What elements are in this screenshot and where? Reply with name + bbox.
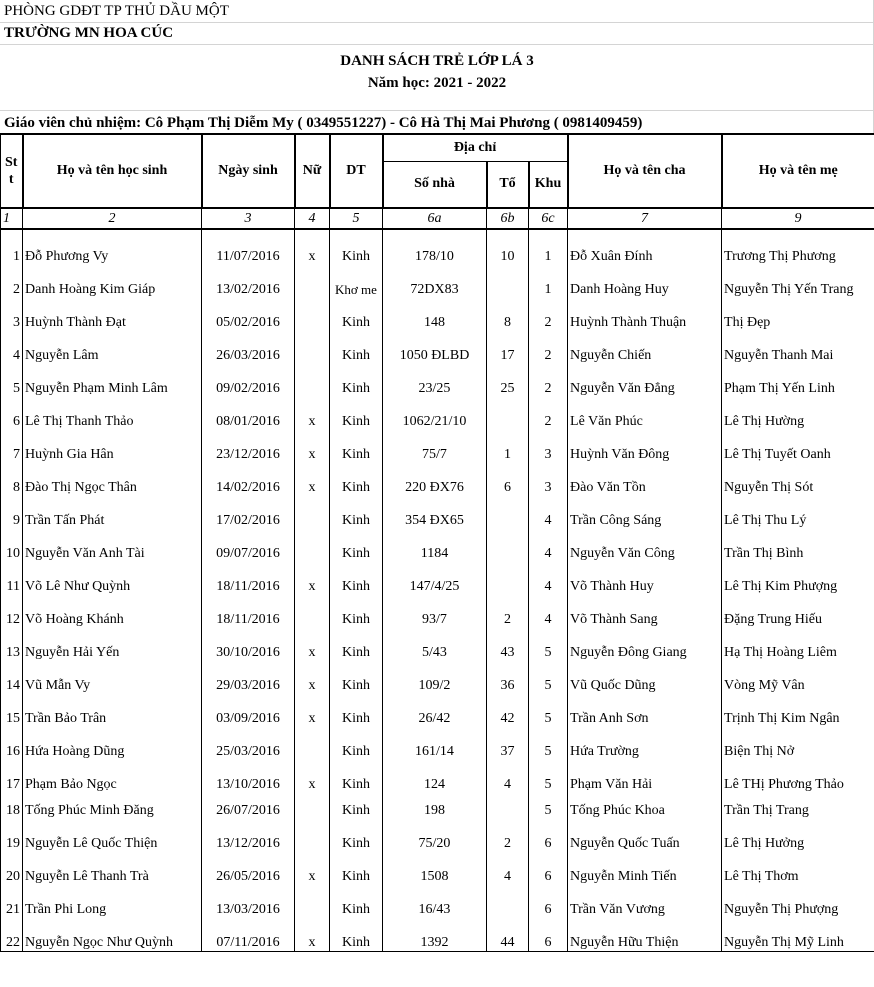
- col-zone-header: Khu: [529, 161, 568, 208]
- cell-zone: 1: [529, 229, 568, 265]
- cell-group: 10: [487, 229, 529, 265]
- cell-zone: 4: [529, 562, 568, 595]
- cell-student-name: Nguyễn Lê Quốc Thiện: [23, 819, 202, 852]
- cell-dob: 29/03/2016: [202, 661, 295, 694]
- cell-stt: 5: [1, 364, 23, 397]
- cell-ethnic: Kinh: [330, 628, 383, 661]
- cell-father-name: Nguyễn Chiến: [568, 331, 722, 364]
- cell-mother-name: Nguyễn Thị Mỹ Linh: [722, 918, 874, 951]
- table-row: [1, 265, 874, 298]
- cell-stt: 16: [1, 727, 23, 760]
- cell-ethnic: Kinh: [330, 397, 383, 430]
- table-row: [1, 852, 874, 885]
- cell-group: 37: [487, 727, 529, 760]
- cell-female: [295, 265, 330, 298]
- cell-ethnic: Kinh: [330, 595, 383, 628]
- table-row: [1, 885, 874, 918]
- table-row: [1, 819, 874, 852]
- cell-house-number: 109/2: [383, 661, 487, 694]
- table-row: [1, 918, 874, 951]
- cell-house-number: 178/10: [383, 229, 487, 265]
- cell-zone: 1: [529, 265, 568, 298]
- table-row: [1, 364, 874, 397]
- cell-student-name: Huỳnh Gia Hân: [23, 430, 202, 463]
- cell-stt: 4: [1, 331, 23, 364]
- cell-female: x: [295, 562, 330, 595]
- cell-father-name: Huỳnh Văn Đông: [568, 430, 722, 463]
- cell-female: [295, 298, 330, 331]
- cell-group: [487, 793, 529, 819]
- cell-female: x: [295, 661, 330, 694]
- cell-student-name: Võ Hoàng Khánh: [23, 595, 202, 628]
- cell-ethnic: Kinh: [330, 727, 383, 760]
- cell-stt: 21: [1, 885, 23, 918]
- cell-group: 1: [487, 430, 529, 463]
- cell-female: [295, 793, 330, 819]
- cell-house-number: 161/14: [383, 727, 487, 760]
- column-number: 2: [23, 208, 202, 229]
- cell-student-name: Lê Thị Thanh Thảo: [23, 397, 202, 430]
- cell-ethnic: Kinh: [330, 852, 383, 885]
- cell-dob: 08/01/2016: [202, 397, 295, 430]
- cell-ethnic: Kinh: [330, 496, 383, 529]
- cell-father-name: Hứa Trường: [568, 727, 722, 760]
- cell-student-name: Huỳnh Thành Đạt: [23, 298, 202, 331]
- col-address-header: Địa chỉ: [383, 134, 568, 161]
- cell-dob: 13/03/2016: [202, 885, 295, 918]
- cell-zone: 5: [529, 760, 568, 793]
- cell-mother-name: Thị Đẹp: [722, 298, 874, 331]
- cell-student-name: Nguyễn Văn Anh Tài: [23, 529, 202, 562]
- cell-student-name: Nguyễn Ngọc Như Quỳnh: [23, 918, 202, 951]
- cell-mother-name: Nguyễn Thị Sót: [722, 463, 874, 496]
- cell-ethnic: Kinh: [330, 661, 383, 694]
- cell-ethnic: Kinh: [330, 819, 383, 852]
- cell-dob: 18/11/2016: [202, 595, 295, 628]
- cell-group: 4: [487, 852, 529, 885]
- table-row: [1, 463, 874, 496]
- table-row: [1, 661, 874, 694]
- cell-female: [295, 364, 330, 397]
- cell-zone: 4: [529, 529, 568, 562]
- table-row: [1, 694, 874, 727]
- department-name: PHÒNG GDĐT TP THỦ DẦU MỘT: [4, 3, 229, 19]
- homeroom-teachers: Giáo viên chủ nhiệm: Cô Phạm Thị Diễm My ( 0349551227) - Cô Hà Thị Mai Phương ( 0981409459): [4, 115, 643, 131]
- cell-zone: 5: [529, 793, 568, 819]
- cell-student-name: Nguyễn Lê Thanh Trà: [23, 852, 202, 885]
- cell-stt: 10: [1, 529, 23, 562]
- column-number: 4: [295, 208, 330, 229]
- cell-mother-name: Nguyễn Thanh Mai: [722, 331, 874, 364]
- cell-mother-name: Hạ Thị Hoàng Liêm: [722, 628, 874, 661]
- cell-stt: 11: [1, 562, 23, 595]
- cell-stt: 3: [1, 298, 23, 331]
- cell-house-number: 75/20: [383, 819, 487, 852]
- table-row: [1, 628, 874, 661]
- table-row: [1, 793, 874, 819]
- cell-dob: 23/12/2016: [202, 430, 295, 463]
- cell-female: [295, 819, 330, 852]
- student-roster-table: [0, 133, 874, 952]
- cell-female: [295, 529, 330, 562]
- column-number: 6c: [529, 208, 568, 229]
- cell-mother-name: Phạm Thị Yến Linh: [722, 364, 874, 397]
- col-dob-header: Ngày sinh: [202, 134, 295, 208]
- cell-female: x: [295, 852, 330, 885]
- cell-student-name: Trần Tấn Phát: [23, 496, 202, 529]
- cell-stt: 9: [1, 496, 23, 529]
- cell-zone: 3: [529, 463, 568, 496]
- cell-ethnic: Kinh: [330, 760, 383, 793]
- cell-dob: 03/09/2016: [202, 694, 295, 727]
- cell-group: 2: [487, 595, 529, 628]
- cell-ethnic: Kinh: [330, 298, 383, 331]
- cell-stt: 19: [1, 819, 23, 852]
- cell-house-number: 1050 ĐLBD: [383, 331, 487, 364]
- cell-stt: 12: [1, 595, 23, 628]
- cell-dob: 09/02/2016: [202, 364, 295, 397]
- cell-father-name: Vũ Quốc Dũng: [568, 661, 722, 694]
- cell-dob: 05/02/2016: [202, 298, 295, 331]
- cell-house-number: 147/4/25: [383, 562, 487, 595]
- school-name: TRƯỜNG MN HOA CÚC: [4, 25, 174, 41]
- cell-zone: 6: [529, 852, 568, 885]
- cell-house-number: 23/25: [383, 364, 487, 397]
- roster-body: [1, 229, 874, 951]
- cell-mother-name: Lê Thị Hưởng: [722, 819, 874, 852]
- col-ethnic-header: DT: [330, 134, 383, 208]
- cell-mother-name: Trần Thị Trang: [722, 793, 874, 819]
- cell-dob: 13/02/2016: [202, 265, 295, 298]
- cell-ethnic: Kinh: [330, 529, 383, 562]
- cell-father-name: Danh Hoàng Huy: [568, 265, 722, 298]
- cell-father-name: Nguyễn Hữu Thiện: [568, 918, 722, 951]
- cell-female: [295, 727, 330, 760]
- cell-house-number: 1062/21/10: [383, 397, 487, 430]
- column-number: 3: [202, 208, 295, 229]
- cell-group: [487, 397, 529, 430]
- cell-father-name: Nguyễn Văn Công: [568, 529, 722, 562]
- cell-father-name: Đào Văn Tồn: [568, 463, 722, 496]
- cell-house-number: 75/7: [383, 430, 487, 463]
- cell-ethnic: Kinh: [330, 331, 383, 364]
- cell-group: 25: [487, 364, 529, 397]
- cell-house-number: 220 ĐX76: [383, 463, 487, 496]
- table-row: [1, 562, 874, 595]
- table-row: [1, 331, 874, 364]
- cell-group: 42: [487, 694, 529, 727]
- cell-stt: 2: [1, 265, 23, 298]
- cell-zone: 4: [529, 595, 568, 628]
- cell-group: 17: [487, 331, 529, 364]
- cell-ethnic: Kinh: [330, 694, 383, 727]
- cell-group: 43: [487, 628, 529, 661]
- table-row: [1, 595, 874, 628]
- cell-zone: 5: [529, 727, 568, 760]
- cell-female: x: [295, 463, 330, 496]
- cell-mother-name: Lê Thị Hường: [722, 397, 874, 430]
- table-row: [1, 298, 874, 331]
- cell-dob: 13/10/2016: [202, 760, 295, 793]
- cell-zone: 6: [529, 885, 568, 918]
- cell-female: x: [295, 918, 330, 951]
- cell-group: [487, 562, 529, 595]
- cell-female: x: [295, 694, 330, 727]
- cell-mother-name: Vòng Mỹ Vân: [722, 661, 874, 694]
- table-row: [1, 430, 874, 463]
- cell-dob: 14/02/2016: [202, 463, 295, 496]
- cell-student-name: Danh Hoàng Kim Giáp: [23, 265, 202, 298]
- cell-ethnic: Kinh: [330, 793, 383, 819]
- cell-group: 4: [487, 760, 529, 793]
- table-row: [1, 727, 874, 760]
- cell-mother-name: Lê Thị Tuyết Oanh: [722, 430, 874, 463]
- cell-student-name: Trần Bảo Trân: [23, 694, 202, 727]
- cell-zone: 6: [529, 819, 568, 852]
- cell-father-name: Nguyễn Minh Tiến: [568, 852, 722, 885]
- cell-dob: 09/07/2016: [202, 529, 295, 562]
- cell-mother-name: Nguyễn Thị Yến Trang: [722, 265, 874, 298]
- col-father-header: Họ và tên cha: [568, 134, 722, 208]
- cell-zone: 5: [529, 694, 568, 727]
- col-house-header: Số nhà: [383, 161, 487, 208]
- cell-father-name: Nguyễn Đông Giang: [568, 628, 722, 661]
- cell-zone: 5: [529, 661, 568, 694]
- table-row: [1, 529, 874, 562]
- cell-stt: 7: [1, 430, 23, 463]
- cell-father-name: Phạm Văn Hải: [568, 760, 722, 793]
- table-row: [1, 229, 874, 265]
- cell-father-name: Võ Thành Huy: [568, 562, 722, 595]
- cell-stt: 6: [1, 397, 23, 430]
- cell-house-number: 1392: [383, 918, 487, 951]
- cell-ethnic: Kinh: [330, 562, 383, 595]
- cell-mother-name: Biện Thị Nở: [722, 727, 874, 760]
- cell-ethnic: Kinh: [330, 463, 383, 496]
- cell-female: x: [295, 430, 330, 463]
- cell-student-name: Đào Thị Ngọc Thân: [23, 463, 202, 496]
- cell-house-number: 1508: [383, 852, 487, 885]
- cell-stt: 15: [1, 694, 23, 727]
- cell-student-name: Hứa Hoàng Dũng: [23, 727, 202, 760]
- column-number: 6b: [487, 208, 529, 229]
- column-number: 7: [568, 208, 722, 229]
- column-number: 6a: [383, 208, 487, 229]
- cell-dob: 17/02/2016: [202, 496, 295, 529]
- cell-dob: 07/11/2016: [202, 918, 295, 951]
- cell-stt: 20: [1, 852, 23, 885]
- cell-female: [295, 331, 330, 364]
- cell-group: 8: [487, 298, 529, 331]
- cell-house-number: 354 ĐX65: [383, 496, 487, 529]
- cell-mother-name: Lê THị Phương Thảo: [722, 760, 874, 793]
- cell-zone: 2: [529, 364, 568, 397]
- cell-mother-name: Trương Thị Phương: [722, 229, 874, 265]
- cell-student-name: Phạm Bảo Ngọc: [23, 760, 202, 793]
- cell-student-name: Nguyễn Lâm: [23, 331, 202, 364]
- col-mother-header: Họ và tên mẹ: [722, 134, 874, 208]
- cell-house-number: 93/7: [383, 595, 487, 628]
- cell-father-name: Trần Công Sáng: [568, 496, 722, 529]
- column-number-row: [1, 208, 874, 229]
- cell-ethnic: Kinh: [330, 229, 383, 265]
- column-number: 1: [1, 208, 23, 229]
- cell-student-name: Nguyễn Phạm Minh Lâm: [23, 364, 202, 397]
- cell-mother-name: Lê Thị Thu Lý: [722, 496, 874, 529]
- column-number: 5: [330, 208, 383, 229]
- cell-group: 44: [487, 918, 529, 951]
- table-header-row: [1, 134, 874, 161]
- cell-dob: 26/07/2016: [202, 793, 295, 819]
- cell-stt: 13: [1, 628, 23, 661]
- cell-student-name: Nguyễn Hải Yến: [23, 628, 202, 661]
- cell-house-number: 5/43: [383, 628, 487, 661]
- cell-group: [487, 885, 529, 918]
- cell-female: x: [295, 628, 330, 661]
- cell-zone: 2: [529, 298, 568, 331]
- cell-student-name: Tống Phúc Minh Đăng: [23, 793, 202, 819]
- cell-father-name: Trần Văn Vương: [568, 885, 722, 918]
- cell-student-name: Trần Phi Long: [23, 885, 202, 918]
- cell-house-number: 148: [383, 298, 487, 331]
- cell-dob: 30/10/2016: [202, 628, 295, 661]
- cell-zone: 4: [529, 496, 568, 529]
- cell-dob: 26/03/2016: [202, 331, 295, 364]
- col-name-header: Họ và tên học sinh: [23, 134, 202, 208]
- column-number: 9: [722, 208, 874, 229]
- cell-female: [295, 496, 330, 529]
- cell-house-number: 198: [383, 793, 487, 819]
- cell-father-name: Huỳnh Thành Thuận: [568, 298, 722, 331]
- cell-father-name: Nguyễn Quốc Tuấn: [568, 819, 722, 852]
- cell-female: [295, 885, 330, 918]
- cell-group: 2: [487, 819, 529, 852]
- cell-female: x: [295, 760, 330, 793]
- cell-student-name: Võ Lê Như Quỳnh: [23, 562, 202, 595]
- cell-student-name: Đỗ Phương Vy: [23, 229, 202, 265]
- cell-house-number: 1184: [383, 529, 487, 562]
- cell-student-name: Vũ Mẫn Vy: [23, 661, 202, 694]
- cell-mother-name: Trần Thị Bình: [722, 529, 874, 562]
- table-row: [1, 496, 874, 529]
- cell-stt: 22: [1, 918, 23, 951]
- table-row: [1, 397, 874, 430]
- cell-stt: 8: [1, 463, 23, 496]
- cell-dob: 18/11/2016: [202, 562, 295, 595]
- cell-dob: 26/05/2016: [202, 852, 295, 885]
- cell-father-name: Võ Thành Sang: [568, 595, 722, 628]
- cell-female: [295, 595, 330, 628]
- cell-group: [487, 529, 529, 562]
- col-group-header: Tổ: [487, 161, 529, 208]
- cell-zone: 2: [529, 331, 568, 364]
- cell-house-number: 72DX83: [383, 265, 487, 298]
- cell-house-number: 124: [383, 760, 487, 793]
- cell-group: 6: [487, 463, 529, 496]
- cell-group: [487, 265, 529, 298]
- cell-ethnic: Kinh: [330, 885, 383, 918]
- cell-ethnic: Khơ me: [330, 265, 383, 298]
- cell-ethnic: Kinh: [330, 364, 383, 397]
- cell-stt: 14: [1, 661, 23, 694]
- cell-zone: 6: [529, 918, 568, 951]
- cell-zone: 3: [529, 430, 568, 463]
- cell-zone: 2: [529, 397, 568, 430]
- cell-house-number: 16/43: [383, 885, 487, 918]
- table-row: [1, 760, 874, 793]
- cell-zone: 5: [529, 628, 568, 661]
- col-female-header: Nữ: [295, 134, 330, 208]
- cell-group: [487, 496, 529, 529]
- cell-ethnic: Kinh: [330, 918, 383, 951]
- cell-female: x: [295, 229, 330, 265]
- cell-dob: 13/12/2016: [202, 819, 295, 852]
- cell-mother-name: Trịnh Thị Kim Ngân: [722, 694, 874, 727]
- cell-group: 36: [487, 661, 529, 694]
- cell-stt: 18: [1, 793, 23, 819]
- cell-mother-name: Nguyễn Thị Phượng: [722, 885, 874, 918]
- col-stt-header: St t: [1, 134, 23, 208]
- cell-father-name: Lê Văn Phúc: [568, 397, 722, 430]
- cell-father-name: Nguyễn Văn Đẳng: [568, 364, 722, 397]
- cell-mother-name: Lê Thị Kim Phượng: [722, 562, 874, 595]
- cell-mother-name: Đặng Trung Hiếu: [722, 595, 874, 628]
- school-year: Năm học: 2021 - 2022: [367, 75, 507, 91]
- cell-father-name: Tống Phúc Khoa: [568, 793, 722, 819]
- cell-house-number: 26/42: [383, 694, 487, 727]
- cell-female: x: [295, 397, 330, 430]
- cell-dob: 25/03/2016: [202, 727, 295, 760]
- cell-stt: 17: [1, 760, 23, 793]
- cell-father-name: Trần Anh Sơn: [568, 694, 722, 727]
- cell-father-name: Đỗ Xuân Đính: [568, 229, 722, 265]
- cell-dob: 11/07/2016: [202, 229, 295, 265]
- page-title: DANH SÁCH TRẺ LỚP LÁ 3: [340, 53, 534, 69]
- cell-mother-name: Lê Thị Thơm: [722, 852, 874, 885]
- cell-ethnic: Kinh: [330, 430, 383, 463]
- cell-stt: 1: [1, 229, 23, 265]
